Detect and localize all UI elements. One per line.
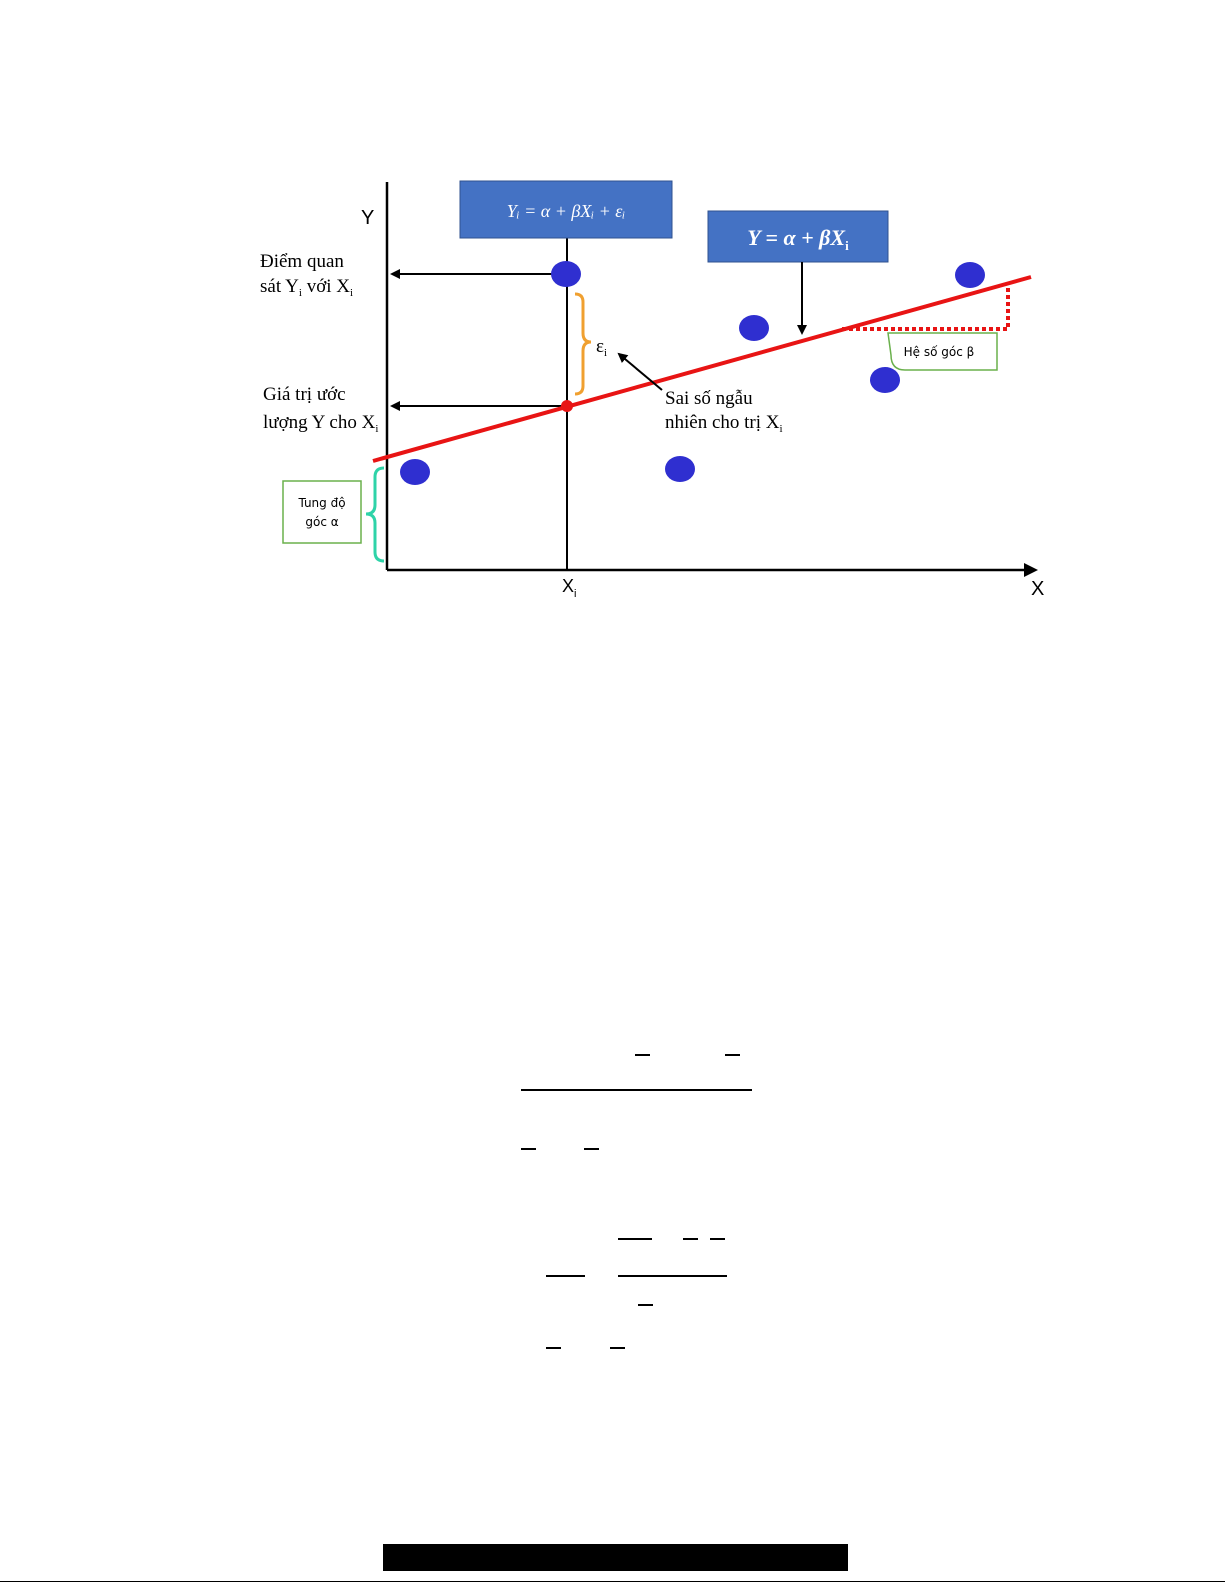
data-point (739, 315, 769, 341)
obs-label-pre: sát Y (260, 276, 299, 297)
obs-label-sub1: i (298, 287, 302, 299)
obs-label-line2 (260, 276, 353, 299)
est-label-main: lượng Y cho X (263, 412, 376, 433)
est-label-sub: i (375, 423, 379, 435)
equation-line-sub: i (845, 238, 849, 253)
obs-label-sub2: i (350, 287, 354, 299)
formula-overbar (635, 1054, 650, 1056)
bottom-rule (0, 1581, 1225, 1582)
y-axis-label: Y (361, 207, 375, 229)
x-axis-arrow-icon (1024, 563, 1038, 577)
xi-tick-main: X (562, 576, 575, 596)
formula-fraction-bar (618, 1275, 727, 1277)
data-point (400, 459, 430, 485)
data-point (955, 262, 985, 288)
epsilon-sub: i (603, 347, 608, 359)
epsilon-label (596, 336, 607, 359)
error-label-sub: i (779, 423, 783, 435)
equation-observed: Yᵢ = α + βXᵢ + εᵢ (506, 201, 626, 221)
error-label-line1: Sai số ngẫu (665, 388, 753, 409)
intercept-label-line1: Tung độ (298, 496, 346, 510)
formula-overbar (546, 1347, 561, 1349)
obs-label-line1: Điểm quan (260, 251, 344, 272)
formula-fraction-bar (521, 1089, 752, 1091)
data-point (870, 367, 900, 393)
formula-overbar (710, 1238, 725, 1240)
formula-overbar (521, 1148, 536, 1150)
epsilon-symbol: ε (596, 336, 604, 357)
xi-tick-label (562, 576, 576, 600)
slope-label: Hệ số góc β (903, 345, 975, 359)
xi-tick-sub: i (574, 588, 577, 600)
footer-bar (383, 1544, 848, 1571)
formula-overbar (618, 1238, 652, 1240)
equation-line (747, 225, 849, 253)
est-label-line1: Giá trị ước (263, 384, 346, 405)
error-label-main: nhiên cho trị X (665, 412, 780, 433)
formula-fraction-bar (546, 1275, 585, 1277)
x-axis-label: X (1031, 578, 1045, 600)
error-label-line2 (665, 412, 783, 435)
est-label-line2 (263, 412, 378, 435)
formula-overbar (610, 1347, 625, 1349)
formula-overbar (683, 1238, 698, 1240)
estimated-point (561, 400, 573, 412)
epsilon-brace (575, 294, 591, 394)
equation-line-main: Y = α + βX (747, 225, 846, 250)
data-point (665, 456, 695, 482)
formula-overbar (584, 1148, 599, 1150)
formula-overbar (725, 1054, 740, 1056)
intercept-label-box (283, 481, 361, 543)
intercept-label-line2: góc α (305, 515, 339, 529)
data-point (551, 261, 581, 287)
intercept-brace (366, 468, 384, 561)
obs-label-mid: với X (301, 276, 350, 297)
formula-overbar (638, 1304, 653, 1306)
